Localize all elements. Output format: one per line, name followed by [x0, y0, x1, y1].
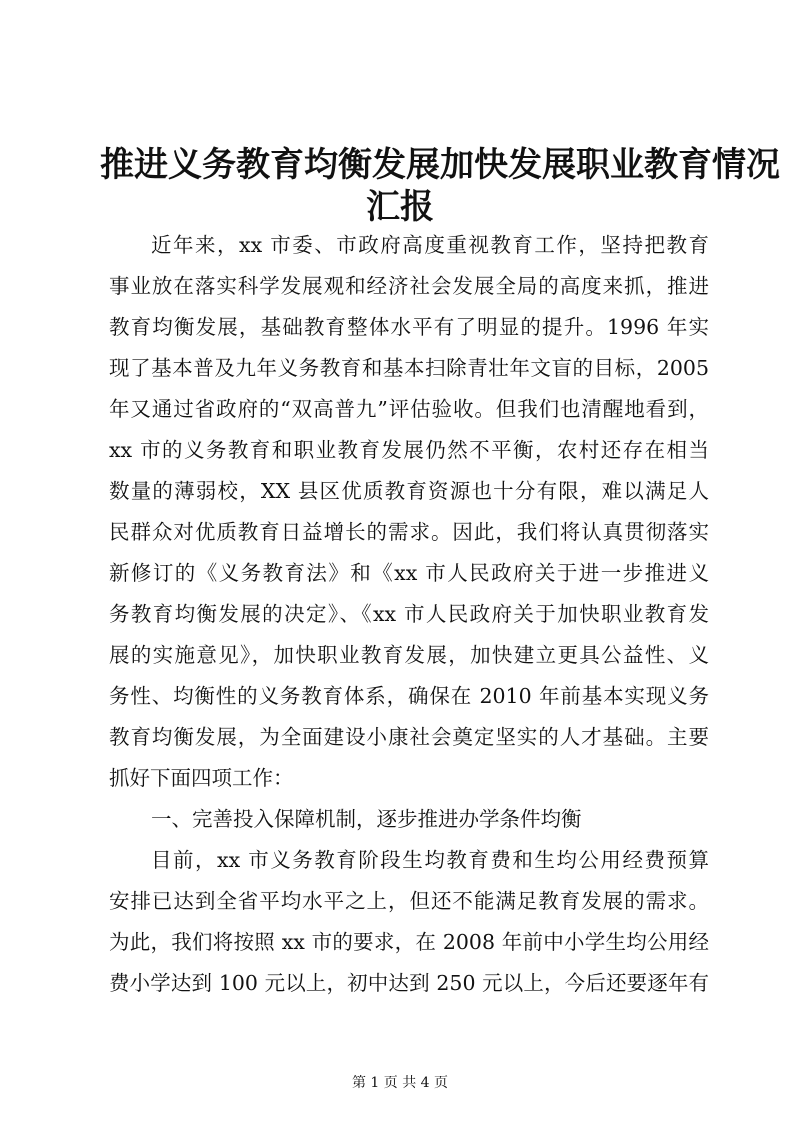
paragraph-line: xx 市的义务教育和职业教育发展仍然不平衡，农村还存在相当: [109, 438, 709, 462]
paragraph-line: 安排已达到全省平均水平之上，但还不能满足教育发展的需求。: [109, 889, 709, 913]
document-title-line-2: 汇报: [366, 187, 434, 227]
paragraph-line: 务教育均衡发展的决定》、《xx 市人民政府关于加快职业教育发: [109, 602, 709, 626]
paragraph-line: 年又通过省政府的“双高普九”评估验收。但我们也清醒地看到，: [109, 397, 709, 421]
paragraph-line: 现了基本普及九年义务教育和基本扫除青壮年文盲的目标，2005: [109, 356, 709, 380]
paragraph-line: 抓好下面四项工作：: [109, 766, 294, 790]
paragraph-line: 民群众对优质教育日益增长的需求。因此，我们将认真贯彻落实: [109, 520, 709, 544]
paragraph-line: 教育均衡发展，为全面建设小康社会奠定坚实的人才基础。主要: [109, 725, 709, 749]
paragraph-line: 务性、均衡性的义务教育体系，确保在 2010 年前基本实现义务: [109, 684, 709, 708]
paragraph-line: 近年来，xx 市委、市政府高度重视教育工作，坚持把教育: [151, 233, 709, 257]
paragraph-line: 数量的薄弱校，XX 县区优质教育资源也十分有限，难以满足人: [109, 479, 709, 503]
document-title-line-1: 推进义务教育均衡发展加快发展职业教育情况: [100, 145, 780, 185]
page-footer: 第 1 页 共 4 页: [351, 1075, 449, 1091]
paragraph-line: 为此，我们将按照 xx 市的要求，在 2008 年前中小学生均公用经: [109, 930, 709, 954]
paragraph-line: 新修订的《义务教育法》和《xx 市人民政府关于进一步推进义: [109, 561, 709, 585]
paragraph-line: 费小学达到 100 元以上，初中达到 250 元以上，今后还要逐年有: [109, 971, 709, 995]
paragraph-line: 事业放在落实科学发展观和经济社会发展全局的高度来抓，推进: [109, 274, 709, 298]
paragraph-line: 目前，xx 市义务教育阶段生均教育费和生均公用经费预算: [151, 848, 709, 872]
paragraph-line: 教育均衡发展，基础教育整体水平有了明显的提升。1996 年实: [109, 315, 709, 339]
paragraph-line: 展的实施意见》，加快职业教育发展，加快建立更具公益性、义: [109, 643, 709, 667]
section-heading: 一、完善投入保障机制，逐步推进办学条件均衡: [151, 807, 582, 831]
